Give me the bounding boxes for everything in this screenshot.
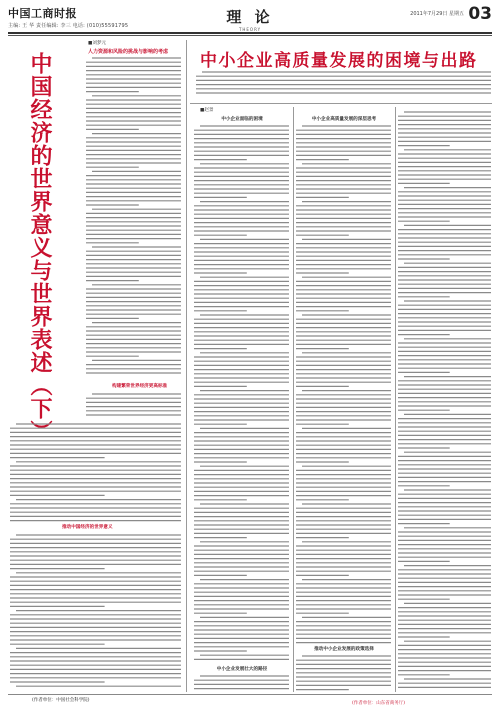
- lead-separator: [190, 103, 492, 104]
- column-divider-main: [186, 40, 187, 692]
- left-subheading-2: 推动中国经济的世界意义: [62, 525, 113, 530]
- main-article-lead: [196, 70, 492, 98]
- section-title-cn: 理 论: [226, 8, 274, 26]
- left-article-body-lower: [10, 422, 182, 522]
- column-divider-3: [395, 107, 396, 692]
- main-subheading-3: 中小企业发展壮大的路径: [216, 667, 268, 672]
- main-body-col2-end: [296, 654, 392, 692]
- main-body-col3: [398, 110, 492, 690]
- left-article-body-mid: [86, 392, 182, 420]
- main-subheading-1: 中小企业面临的困境: [221, 117, 263, 122]
- page-number: 03: [468, 4, 492, 24]
- footer-rule: [8, 694, 492, 695]
- main-body-col1: [194, 124, 290, 664]
- left-article-byline: ■刘梦元: [88, 41, 107, 46]
- main-body-col2: [296, 124, 392, 644]
- masthead: [8, 5, 128, 29]
- left-article-heading: 人力资源和风险的挑战与影响的考虑: [88, 49, 169, 55]
- main-body-col1-end: [194, 674, 290, 692]
- column-divider-2: [293, 107, 294, 692]
- main-subheading-2: 中小企业高质量发展的深层思考: [311, 117, 377, 122]
- section-title: [222, 6, 278, 32]
- issue-date: 2011年7月29日 星期五: [410, 11, 464, 17]
- section-title-en: THEORY: [238, 27, 262, 32]
- main-article-byline: ■赵景: [200, 108, 214, 113]
- masthead-subline: 主编: 王 华 责任编辑: 李三 电话: (010)55591795: [8, 23, 129, 29]
- main-subheading-4: 推动中小企业发展的政策选择: [314, 647, 374, 652]
- left-article-vertical-title: 中国经济的世界意义与世界表述（下）: [27, 52, 53, 443]
- footer-right-note: (作者单位：山东省商务厅): [352, 701, 406, 706]
- left-article-body-bottom: [10, 533, 182, 688]
- footer-left-note: (作者单位：中国社会科学院): [32, 698, 90, 703]
- masthead-rule-thin: [8, 35, 492, 36]
- masthead-rule: [8, 32, 492, 34]
- main-article-headline: 中小企业高质量发展的困境与出路: [200, 51, 478, 71]
- newspaper-name: 中国工商时报: [8, 7, 77, 20]
- left-subheading-1: 构建繁荣世界经济更高标准: [112, 384, 168, 389]
- left-article-body-upper: [86, 56, 182, 376]
